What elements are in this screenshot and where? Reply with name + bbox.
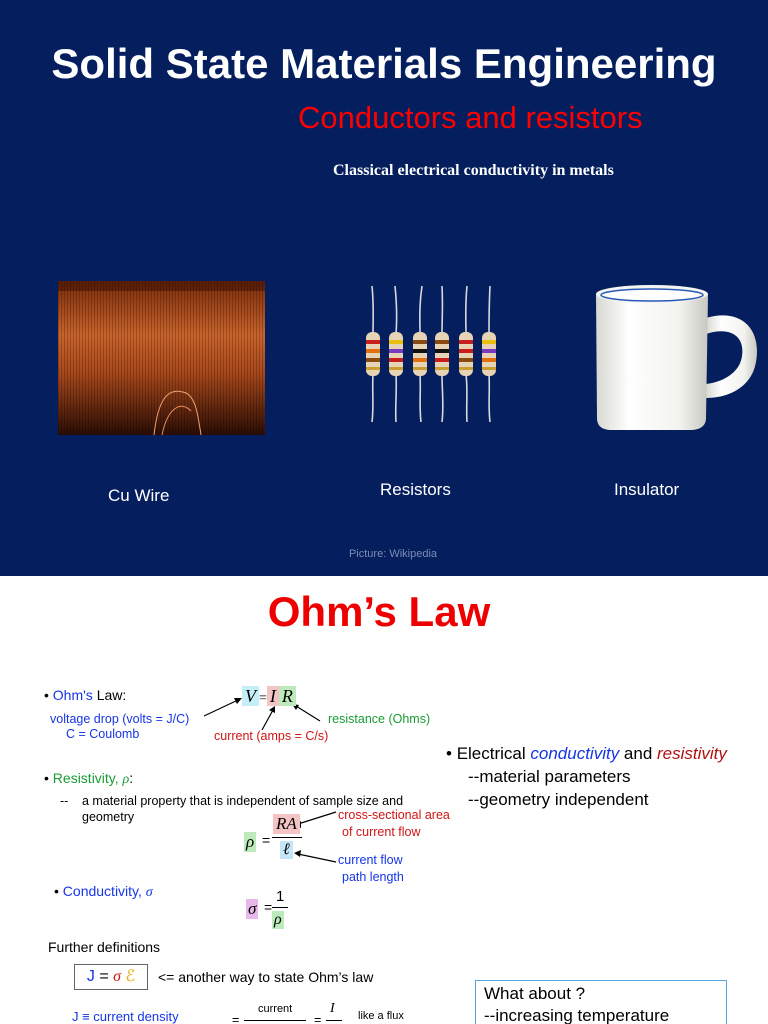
right-line-geometry: --geometry independent [468,790,649,809]
slide-tagline: Classical electrical conductivity in metals [333,162,614,179]
what-about-box [475,980,727,1024]
right-bullet-1: • Electrical conductivity and resistivity [446,744,727,763]
sigma-fraction-bar [272,907,288,908]
rho-eq-numerator: RA [273,814,300,834]
cross-section-label-2: of current flow [342,825,421,839]
slide-title: Solid State Materials Engineering [51,40,717,87]
j-sigma-e-box: J = σ ℰ [74,964,148,990]
bullet-resistivity: • Resistivity, ρ: [44,770,134,787]
sigma-eq-lhs: σ [248,899,257,918]
bullet-ohms-law [44,687,126,703]
resistivity-dash: -- [60,794,69,808]
sigma-eq-denominator: ρ [274,911,282,928]
ohms-law-equation [242,686,296,707]
what-about-line1: What about ? [484,984,586,1003]
rho-fraction-bar [272,837,302,838]
ohms-law-alt-note: <= another way to state Ohm’s law [158,969,374,985]
resistivity-term: resistivity [657,744,727,763]
copper-wire-image [58,281,265,435]
flux-note: like a flux [358,1010,404,1022]
bullet-conductivity: • Conductivity, σ [54,883,153,900]
sigma-eq-equals: = [264,899,273,915]
rho-symbol: ρ [122,772,130,787]
bullet-dot: • [44,687,53,703]
resistors-image [362,286,502,422]
coulomb-label: C = Coulomb [66,727,140,741]
caption-cu-wire: Cu Wire [108,486,170,505]
rho-eq-denominator: ℓ [280,841,293,859]
slide-subtitle: Conductors and resistors [298,100,643,135]
caption-resistors: Resistors [380,480,451,499]
right-line-material-params: --material parameters [468,767,631,786]
picture-credit: Picture: Wikipedia [348,548,438,560]
eq-r: R [279,686,296,706]
eq-v: V [242,686,259,706]
mug-image [590,280,760,430]
sigma-symbol: σ [145,885,153,900]
conductivity-term: conductivity [530,744,620,763]
resistivity-desc-line1: a material property that is independent of sample size and [82,794,404,808]
ohms-word: Ohm's [52,687,93,703]
current-label: current (amps = C/s) [214,729,329,743]
rho-eq-lhs: ρ [246,832,255,851]
ohms-law-slide: Ohm’s Law • Ohm's Law: V = I R voltage drop (volts = J/C) C = Coulomb current (amps = C/s) resistance (Ohms) • Resistivity, ρ: -- a material property that is independent of sample size and geometry ρ = RA ℓ cross-sectional area of current flow current flow path length • Conductivity, σ σ = 1 ρ Further definitions J = σ ℰ <= another way to state Ohm’s law J ≡ current density = current = I like a flux • Electrical conductivity and resistivity --material parameters --geometry independent What about ? --increasing temperature [0,576,768,1024]
conductivity-label: Conductivity, [62,883,146,899]
resistivity-desc-line2: geometry [82,810,135,824]
current-density-label: J ≡ current density [72,1009,179,1024]
slide-title: Ohm’s Law [267,588,491,635]
cross-section-label-1: cross-sectional area [338,808,450,822]
rho-eq-equals: = [262,832,271,848]
eq-i: I [267,686,279,706]
voltage-drop-label: voltage drop (volts = J/C) [50,712,190,726]
eq-equals: = [259,691,267,706]
path-length-label-1: current flow [338,853,403,867]
current-density-i: I [330,1001,335,1016]
resistivity-label: Resistivity, [52,770,123,786]
path-length-label-2: path length [342,870,404,884]
further-definitions: Further definitions [48,939,161,955]
caption-insulator: Insulator [614,480,680,499]
current-density-numerator: current [258,1003,293,1015]
law-word: Law: [92,687,127,703]
sigma-eq-numerator: 1 [276,888,285,905]
what-about-line2: --increasing temperature [484,1006,670,1024]
resistance-label: resistance (Ohms) [328,712,431,726]
